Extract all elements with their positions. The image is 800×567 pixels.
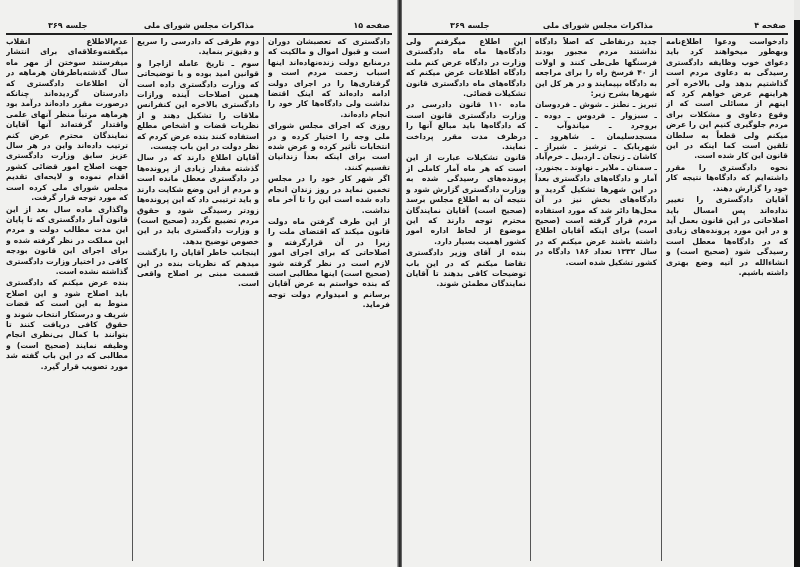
paragraph: این اطلاع میگرفتم ولی دادگاه‌ها ماه ماه دادگستری وزارت در دادگاه عرض کنم ملت دادگاه اطلاعات عرض میکنم که دادگاه‌های ماه دادگستری قانون تشکیلات قضائی. bbox=[406, 37, 526, 99]
paragraph: ماده ۱۱۰ قانون دادرسی در وزارت دادگستری قانون است که دادگاه‌ها باید مبالغ آنها را درظرف مدت مقرر پرداخت نمایند. bbox=[406, 100, 526, 152]
column-divider bbox=[661, 37, 662, 561]
paragraph: دوم طرقی که دادرسی را سریع و دقیق‌تر بنماید. bbox=[137, 37, 259, 57]
page-edge bbox=[794, 20, 800, 567]
publication-title: مذاکرات مجلس شورای ملی bbox=[143, 21, 255, 30]
paragraph: دادخواست ودعوا اطلاع‌نامه وبهطور میخواهند کرد باید دعوای خوب وظایفه دادگستری رسیدگی به دعاوی مردم است گذاشتیم بدهد ولی بالاخره آخر هراینهم عرض خواهم کرد که اینهم از مسائلی است که از وقوع دعاوی و مشکلات برای مردم جلوگیری کنیم این را عرض میکنم ولی قطعاً به سلطان تلقین است کما اینکه در این قانون این کار شده است. bbox=[666, 37, 788, 161]
paragraph: از این طرف گرفتن ماه دولت قانون میکند که اقتضای ملت را زیرا در آن قرارگرفته و اصلاحاتی که برای اجرای امور لازم است در نظر گرفته شود (صحیح است) اینها مطالبی است که بنده خواستم به عرض آقایان برسانم و امیدوارم دولت توجه فرماید. bbox=[268, 216, 390, 310]
publication-title: مذاکرات مجلس شورای ملی bbox=[542, 21, 654, 30]
page-header bbox=[8, 21, 390, 31]
paragraph: سوم ـ تاریخ عامله ازاجرا و قوانین امید بوده و با توضیحاتی که وزارت دادگستری داده است همین اصلاحات آینده ورازات دادگستری بالاخره این کنفرانس ملاقات را تشکیل دهند و از نظریات قضات و اشخاص مطلع استفاده کنند بنده عرض کردم که نظر دولت در این باب چیست. bbox=[137, 58, 259, 152]
paragraph: بنده از آقای وزیر دادگستری تقاضا میکنم که در این باب توضیحات کافی بدهند تا آقایان نمایندگان مطمئن شوند. bbox=[406, 248, 526, 289]
paragraph: واگذاری ماده سال بعد از این قانون آمار دادگستری که تا پایان این مدت مطالب دولت و مردم این مملکت در نظر گرفته شده و برای اجرای این قانون بودجه کافی در اختیار وزارت دادگستری گذاشته نشده است. bbox=[6, 204, 128, 276]
column-divider bbox=[132, 37, 133, 561]
text-column-2 bbox=[535, 37, 657, 563]
paragraph: آقایان اطلاع دارند که در سال گذشته مقدار زیادی از پرونده‌ها در دادگستری معطل مانده است و مردم از این وضع شکایت دارند و باید ترتیبی داد که این پرونده‌ها زودتر رسیدگی شود و حقوق مردم تضییع نگردد (صحیح است) و وزارت دادگستری باید در این خصوص توضیح بدهد. bbox=[137, 153, 259, 246]
paragraph: تبریز ـ نطنز ـ شوش ـ فردوسان ـ سبزوار ـ فردوس ـ دوده ـ بروجرد ـ میاندوآب ـ مسجدسلیمان ـ شاهرود ـ شهربابک ـ ترشیز ـ شیراز ـ کاشان ـ زنجان ـ اردبیل ـ خرم‌آباد ـ سمنان ـ ملایر ـ نهاوند ـ بجنورد. bbox=[535, 100, 657, 172]
paragraph: آمار و دادگاه‌های دادگستری بعداً در این شهرها تشکیل گردید و دادگاه‌های بخش نیز در آن محل‌ها دائر شد که مورد استفاده مردم قرار گرفته است (صحیح است) برای اینکه آقایان اطلاع داشته باشند عرض میکنم که در سال ۱۳۳۲ تعداد ۱۸۶ دادگاه در کشور تشکیل شده است. bbox=[535, 174, 657, 267]
text-column-1 bbox=[666, 37, 788, 563]
paragraph: جدید درنقاطی که اصلاً دادگاه نداشتند مردم مجبور بودند فرسنگها طی‌طی کنند و اولات از ۴۰ فرسخ راه را برای مراجعه به دادگاه بپیمایند و در هر کل این شهرها بشرح زیر: bbox=[535, 37, 657, 99]
paragraph: قانون تشکیلات عبارت از این است که هر ماه آمار کاملی از پرونده‌های رسیدگی شده به وزارت دادگستری گزارش شود و نتیجه آن به اطلاع مجلس برسد (صحیح است) آقایان نمایندگان محترم توجه دارند که این موضوع از لحاظ اداره امور کشور اهمیت بسیار دارد. bbox=[406, 153, 526, 246]
column-divider bbox=[530, 37, 531, 561]
paragraph: دادگستری که تعصبشان دوران است و قبول اموال و مالکیت که درمنابع دولت زنده‌نهاده‌اند اینها اسباب زحمت مردم است و گرفتاری‌ها را در اجرای دولت ادامه داده‌اند که اینک اقتضا نداشت ولی دادگاه‌ها کار خود را انجام داده‌اند. bbox=[268, 37, 390, 119]
column-divider bbox=[263, 37, 264, 561]
header-rule bbox=[408, 33, 788, 35]
left-page bbox=[0, 0, 398, 567]
text-column-1 bbox=[268, 37, 390, 563]
page-number: صفحه ۱۵ bbox=[353, 21, 390, 30]
paragraph: اگر شهر کار خود را در مجلس تخمین نماید در روز زندان انجام داده شده است این را تا آخر ماه نداشت. bbox=[268, 174, 390, 215]
session-number: جلسه ۳۶۹ bbox=[48, 21, 88, 30]
paragraph: روزی که اجرای مجلس شورای ملی وجه را اختیار کرده و در انتخابات تأثیر کرده و عرض شده است برای اینکه بعداً زندانیان تقسیم کنند. bbox=[268, 121, 390, 172]
right-page bbox=[402, 0, 794, 567]
paragraph: بنده عرض میکنم که دادگستری باید اصلاح شود و این اصلاح منوط به این است که قضات شریف و درستکار انتخاب شوند و حقوق کافی دریافت کنند تا بتوانند با کمال بی‌نظری انجام وظیفه نمایند (صحیح است) و مطالبی که در این باب گفته شد مورد تصویب قرار گیرد. bbox=[6, 278, 128, 371]
header-rule bbox=[6, 33, 392, 35]
text-column-2 bbox=[137, 37, 259, 563]
paragraph: اینجانب خاطر آقایان را بازگشت میدهم که نظریات بنده در این قسمت مبنی بر اصلاح واقعی است. bbox=[137, 248, 259, 289]
page-header bbox=[410, 21, 786, 31]
text-column-3 bbox=[6, 37, 128, 563]
paragraph: آقایان دادگستری را تغییر نداده‌اند پس امسال باید اصلاحاتی در این قانون بعمل آید و در این مورد پرونده‌های زیادی که در دادگاه‌ها معطل است رسیدگی شود (صحیح است) و انشاءالله در آتیه وضع بهتری داشته باشیم. bbox=[666, 195, 788, 277]
session-number: جلسه ۳۶۹ bbox=[450, 21, 490, 30]
paragraph: عدم‌الاطلاع انقلاب میگفته‌وعلاقه‌ای برای انتشار میفرستند سوختن از مهر ماه سال گذشته‌باطرفان هرماهه در آن اطلاعات دادگستری که دادرستان گردیده‌اند چنانکه درصورت مقرر داده‌اند درآمد بود هرماهه مرتباً منظر آنهای علمی واقتدار گرفته‌اند آنها آقایان نمایندگان محترم عرض کنم ترتیب داده‌اند واین در هر سال عزیز سابق وزارت دادگستری جهت اصلاح امور قضائی کشور اقدام نموده و لایحه‌ای تقدیم مجلس شورای ملی کرده است که مورد توجه قرار گرفت. bbox=[6, 37, 128, 203]
text-column-3 bbox=[406, 37, 526, 563]
paragraph: نحوه دادگستری را مقرر داشته‌ایم که دادگاه‌ها نتیجه کار خود را گزارش دهند. bbox=[666, 162, 788, 193]
page-number: صفحه ۴ bbox=[754, 21, 786, 30]
